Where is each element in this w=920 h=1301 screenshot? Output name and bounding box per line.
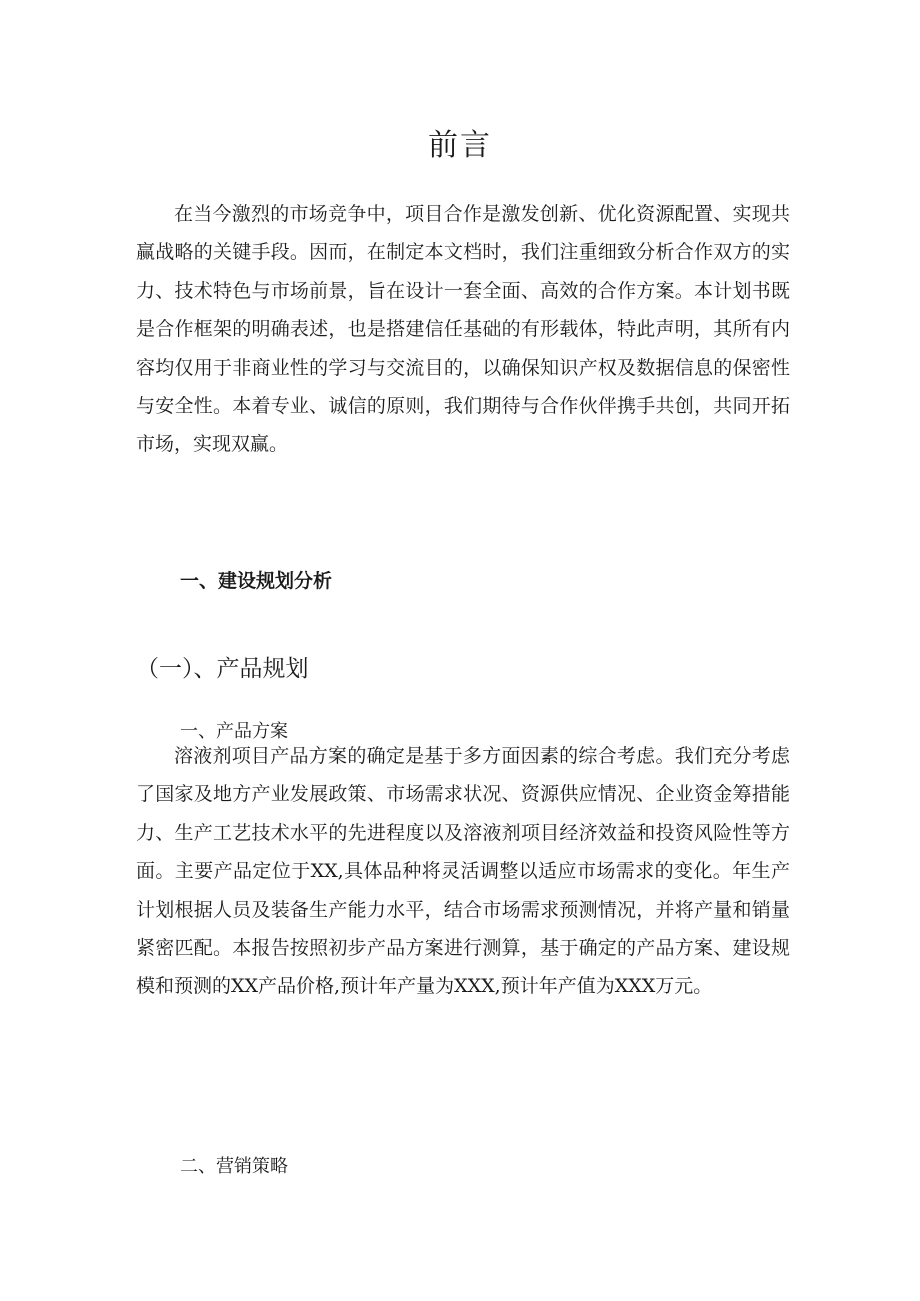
item-heading-marketing-strategy: 二、营销策略 <box>180 1156 288 1177</box>
page-title: 前言 <box>428 128 492 163</box>
product-plan-paragraph: 溶液剂项目产品方案的确定是基于多方面因素的综合考虑。我们充分考虑了国家及地方产业发展政策、市场需求状况、资源供应情况、企业资金筹措能力、生产工艺技术水平的先进程度以及溶液剂项目经济效益和投资风险性等方面。主要产品定位于XX,具体品种将灵活调整以适应市场需求的变化。年生产计划根据人员及装备生产能力水平，结合市场需求预测情况，并将产量和销量紧密匹配。本报告按照初步产品方案进行测算，基于确定的产品方案、建设规模和预测的XX产品价格,预计年产量为XXX,预计年产值为XXX万元。 <box>136 745 790 998</box>
subsection-heading: （一）、产品规划 <box>136 656 309 682</box>
section-heading: 一、建设规划分析 <box>180 570 333 592</box>
preface-paragraph: 在当今激烈的市场竞争中，项目合作是激发创新、优化资源配置、实现共赢战略的关键手段。因而，在制定本文档时，我们注重细致分析合作双方的实力、技术特色与市场前景，旨在设计一套全面、高效的合作方案。本计划书既是合作框架的明确表述，也是搭建信任基础的有形载体，特此声明，其所有内容均仅用于非商业性的学习与交流目的，以确保知识产权及数据信息的保密性与安全性。本着专业、诚信的原则，我们期待与合作伙伴携手共创，共同开拓市场，实现双赢。 <box>136 203 790 456</box>
item-heading-product-plan: 一、产品方案 <box>180 721 288 742</box>
